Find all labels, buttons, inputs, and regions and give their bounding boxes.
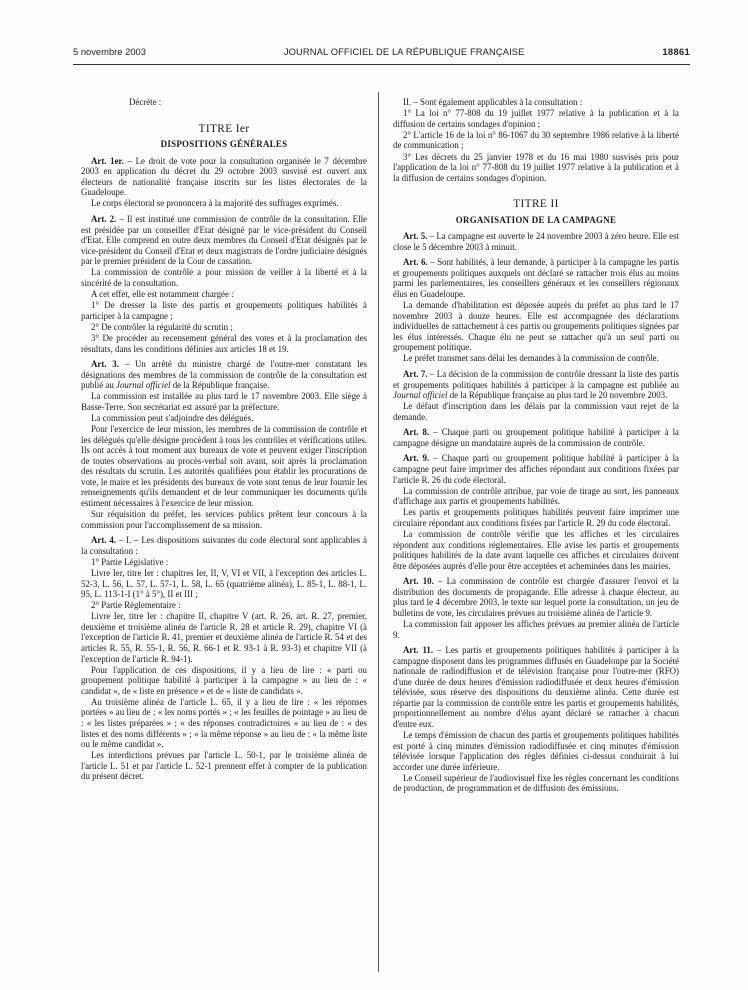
- article-11: [393, 645, 679, 729]
- article-8: [393, 427, 679, 448]
- article-5: [393, 231, 679, 252]
- paragraph: A cet effet, elle est notamment chargée :: [91, 288, 234, 299]
- paragraph: Livre Ier, titre Ier : chapitre II, chapitre V (art. R. 26, art. R. 27, premier, deuxième et troisième alinéa de l'article R. 28 et article R. 29), chapitre VI (à l'exception de l'article R. 41, premier et deuxième alinéa de l'article R. 54 et des articles R. 55, R. 55-1, R. 56, R. 66-1 et R. 93-1 à R. 93-3) et chapitre VII (à l'exception de l'article R. 94-1).: [81, 611, 367, 664]
- section-heading-organisation: ORGANISATION DE LA CAMPAGNE: [455, 214, 617, 225]
- article-label: Art. 8.: [403, 427, 430, 438]
- paragraph: 2° L'article 16 de la loi n° 86-1067 du 30 septembre 1986 relative à la liberté de communication ;: [393, 129, 679, 151]
- article-4: [81, 535, 367, 556]
- paragraph: 2° Partie Réglementaire :: [91, 600, 181, 611]
- section-heading-dispositions: DISPOSITIONS GÉNÉRALES: [160, 139, 288, 150]
- paragraph: Le Conseil supérieur de l'audiovisuel fixe les règles concernant les conditions de production, de programmation et de diffusion des émissions.: [393, 772, 679, 794]
- paragraph: Pour l'application de ces dispositions, il y a lieu de lire : « parti ou groupement politique habilité à participer à la campagne » au lieu de : « candidat », de « liste en présence » et de « liste de candidats ».: [81, 664, 367, 696]
- page-header: [73, 46, 690, 60]
- header-date: 5 novembre 2003: [73, 46, 146, 57]
- titre-1: TITRE Ier: [198, 122, 250, 135]
- paragraph: Le corps électoral se prononcera à la majorité des suffrages exprimés.: [91, 198, 339, 209]
- paragraph: Les interdictions prévues par l'article L. 50-1, par le troisième alinéa de l'article L. 51 et par l'article L. 52-1 prennent effet à compter de la publication du présent décret.: [81, 750, 367, 782]
- article-text: – La campagne est ouverte le 24 novembre 2003 à zéro heure. Elle est close le 5 décembre 2003 à minuit.: [393, 231, 679, 252]
- paragraph: Pour l'exercice de leur mission, les membres de la commission de contrôle et les délégués qu'elle désigne procèdent à tous les contrôles et vérifications utiles. Ils ont accès à tout moment aux bureaux de vote et peuvent exiger l'inscription de toutes observations au procès-verbal soit avant, soit après la proclamation des résultats du scrutin. Les autorités qualifiées pour établir les procurations de vote, le maire et les présidents des bureaux de vote sont tenus de leur fournir les renseignements qu'ils demandent et de leur communiquer les documents qu'ils estiment nécessaires à l'exercice de leur mission.: [81, 424, 367, 508]
- article-3: [81, 359, 367, 391]
- paragraph: 1° Partie Législative :: [91, 556, 169, 567]
- article-6: [393, 257, 679, 299]
- article-label: Art. 6.: [403, 257, 428, 268]
- article-label: Art. 7.: [403, 369, 428, 379]
- header-rule: [73, 64, 690, 65]
- column-divider: [378, 92, 379, 972]
- paragraph: Le préfet transmet sans délai les demandes à la commission de contrôle.: [403, 353, 659, 364]
- article-text: – La commission de contrôle est chargée d'assurer l'envoi et la distribution des documents de propagande. Elle adresse à chaque électeur, au plus tard le 4 décembre 2003, le texte sur lequel porte la consultation, un jeu de bulletins de vote, les circulaires prévues au troisième alinéa de l'article 9.: [393, 576, 680, 618]
- article-7: [393, 369, 679, 401]
- article-text: – Un arrêté du ministre chargé de l'outre-mer constatant les désignations des membres de la commission de contrôle de la consultation est publié au: [81, 359, 367, 391]
- article-text: – Il est institué une commission de contrôle de la consultation. Elle est présidée par un conseiller d'Etat désigné par le vice-président du Conseil d'Etat. Elle comprend en outre deux membres du Conseil d'Etat désignés par le vice-président du Conseil d'Etat et deux magistrats de l'ordre judiciaire désignés par le premier président de la Cour de cassation.: [81, 213, 367, 267]
- article-text: – La décision de la commission de contrôle dressant la liste des partis et groupements politiques habilités à participer à la campagne est publiée au: [393, 369, 679, 390]
- article-label: Art. 9.: [403, 453, 430, 464]
- paragraph: II. – Sont également applicables à la consultation :: [403, 97, 583, 107]
- article-text: – Sont habilités, à leur demande, à participer à la campagne les partis et groupements politiques auxquels ont déclaré se rattacher trois élus au moins parmi les parlementaires, les conseillers généraux et les conseillers régionaux élus en Guadeloupe.: [393, 257, 679, 299]
- article-label: Art. 11.: [403, 645, 434, 656]
- article-label: Art. 1er.: [91, 155, 124, 166]
- article-text: de la République française au plus tard le 20 novembre 2003.: [447, 390, 668, 401]
- paragraph: Sur réquisition du préfet, les services publics prêtent leur concours à la commission pour l'accomplissement de sa mission.: [81, 509, 367, 530]
- paragraph: La commission de contrôle a pour mission de veiller à la liberté et à la sincérité de la consultation.: [81, 267, 367, 288]
- paragraph: Au troisième alinéa de l'article L. 65, il y a lieu de lire : « les réponses portées » au lieu de : « les noms portés » ; « les feuilles de pointage » au lieu de : « les listes préparées » ; « des réponses contradictoires » au lieu de : « des listes et des noms différents » ; « la même réponse » au lieu de : « la même liste ou le même candidat ».: [81, 696, 367, 750]
- paragraph: Le défaut d'inscription dans les délais par la commission vaut rejet de la demande.: [393, 401, 679, 422]
- article-label: Art. 4.: [91, 535, 116, 546]
- paragraph: 2° De contrôler la régularité du scrutin ;: [91, 321, 233, 332]
- journal-officiel-ref: Journal officiel: [116, 380, 171, 391]
- paragraph: 3° De procéder au recensement général des votes et à la proclamation des résultats, dans les conditions définies aux articles 18 et 19.: [81, 332, 367, 354]
- article-text: de la République française.: [170, 380, 270, 391]
- page-number: 18861: [662, 46, 690, 57]
- article-text: – Les partis et groupements politiques habilités à participer à la campagne disposent dans les programmes diffusés en Guadeloupe par la Société nationale de radiodiffusion et de télévision française pour l'outre-mer (RFO) d'une durée de deux heures d'émission radiodiffusée et deux heures d'émission télévisée, sous réserve des dispositions du deuxième alinéa. Cette durée est répartie par la commission de contrôle entre les partis et groupements habilités, proportionnellement au nombre d'élus ayant déclaré se rattacher à chacun d'entre eux.: [393, 645, 679, 729]
- paragraph: 1° La loi n° 77-808 du 19 juillet 1977 relative à la publication et à la diffusion de certains sondages d'opinion ;: [393, 108, 679, 129]
- titre-2: TITRE II: [513, 198, 559, 211]
- article-label: Art. 3.: [91, 359, 119, 370]
- paragraph: Livre Ier, titre Ier : chapitres Ier, II, V, VI et VII, à l'exception des articles L. 52-3, L. 56, L. 57, L. 57-1, L. 58, L. 65 (quatrième alinéa), L. 85-1, L. 88-1, L. 95, L. 113-1-I (1° à 5°), II et III ;: [81, 568, 367, 600]
- article-text: – Chaque parti ou groupement politique habilité à participer à la campagne désigne un mandataire auprès de la commission de contrôle.: [393, 427, 679, 448]
- left-column: [81, 97, 367, 783]
- article-label: Art. 2.: [91, 213, 117, 224]
- article-2: [81, 214, 367, 267]
- article-1: [81, 156, 367, 198]
- article-10: [393, 576, 679, 618]
- paragraph: La commission fait apposer les affiches prévues au premier alinéa de l'article 9.: [393, 619, 679, 640]
- paragraph: 1° De dresser la liste des partis et groupements politiques habilités à participer à la campagne ;: [81, 300, 367, 321]
- paragraph: 3° Les décrets du 25 janvier 1978 et du 16 mai 1980 susvisés pris pour l'application de la loi n° 77-808 du 19 juillet 1977 relative à la publication et à la diffusion de certains sondages d'opinion.: [393, 151, 679, 183]
- article-label: Art. 10.: [403, 576, 434, 587]
- paragraph: La commission de contrôle attribue, par voie de tirage au sort, les panneaux d'affichage aux partis et groupements habilités.: [393, 485, 679, 507]
- article-text: – Le droit de vote pour la consultation organisée le 7 décembre 2003 en application du décret du 29 octobre 2003 susvisé est ouvert aux électeurs de nationalité française inscrits sur les listes électorales de la Guadeloupe.: [81, 155, 367, 198]
- paragraph: La commission de contrôle vérifie que les affiches et les circulaires répondent aux conditions réglementaires. Elle avise les partis et groupements politiques habilités de la date avant laquelle ces affiches et circulaires doivent être déposées auprès d'elle pour être acceptées et acheminées dans les mairies.: [393, 529, 679, 571]
- article-label: Art. 5.: [403, 231, 428, 242]
- decrete-line: Décrète :: [129, 97, 162, 107]
- article-text: – I. – Les dispositions suivantes du code électoral sont applicables à la consultation :: [81, 535, 367, 556]
- right-column: [393, 97, 679, 795]
- journal-title: JOURNAL OFFICIEL DE LA RÉPUBLIQUE FRANÇAISE: [283, 46, 525, 57]
- paragraph: Les partis et groupements politiques habilités peuvent faire imprimer une circulaire répondant aux conditions fixées par l'article R. 29 du code électoral.: [393, 507, 679, 528]
- article-text: – Chaque parti ou groupement politique habilité à participer à la campagne peut faire imprimer des affiches répondant aux conditions fixées par l'article R. 26 du code électoral.: [393, 453, 679, 485]
- paragraph: La commission peut s'adjoindre des délégués.: [91, 412, 254, 423]
- journal-officiel-ref: Journal officiel: [393, 390, 448, 401]
- paragraph: Le temps d'émission de chacun des partis et groupements politiques habilités est porté à cinq minutes d'émission radiodiffusée et cinq minutes d'émission télévisée lorsque l'application des règles définies ci-dessus conduirait à lui accorder une durée inférieure.: [393, 730, 679, 772]
- article-9: [393, 453, 679, 485]
- paragraph: La commission est installée au plus tard le 17 novembre 2003. Elle siège à Basse-Terre. Son secrétariat est assuré par la préfecture.: [81, 391, 367, 412]
- paragraph: La demande d'habilitation est déposée auprès du préfet au plus tard le 17 novembre 2003 à douze heures. Elle est accompagnée des déclarations individuelles de rattachement à ces partis ou groupements politiques signées par les élus intéressés. Chaque élu ne peut se rattacher qu'à un seul parti ou groupement politique.: [393, 300, 679, 353]
